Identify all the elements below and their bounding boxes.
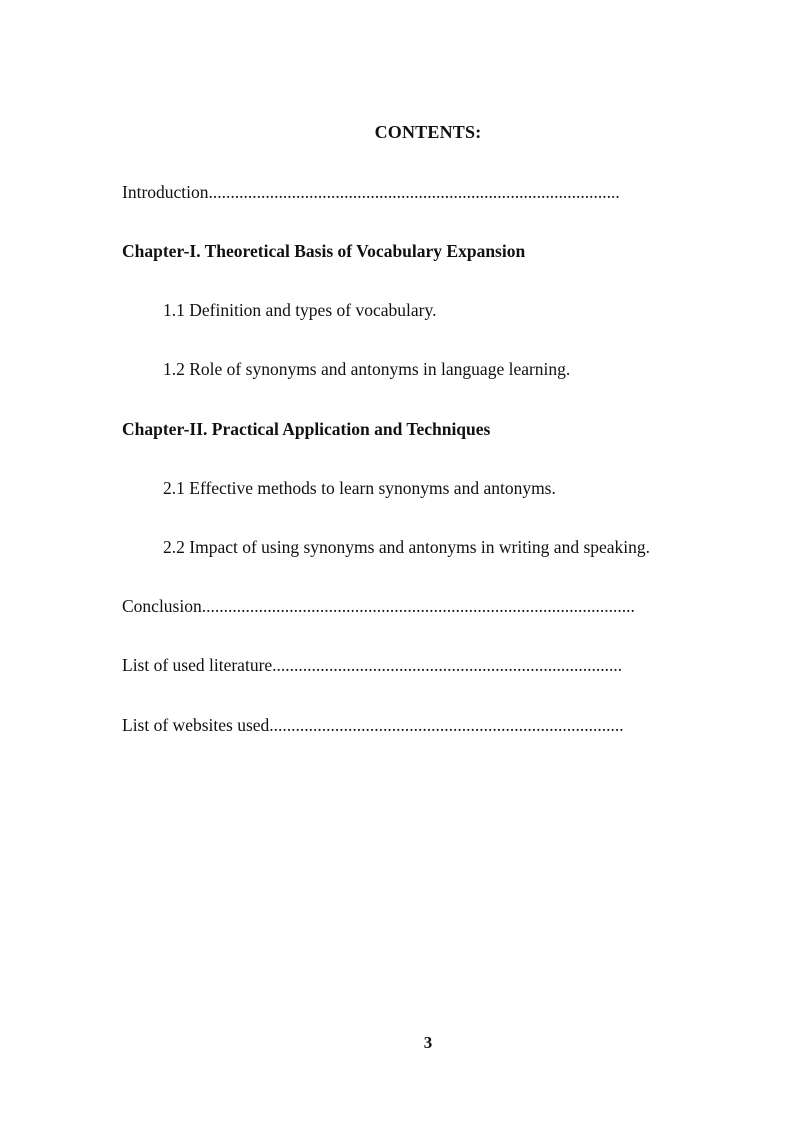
page-number: 3: [423, 1033, 433, 1052]
toc-entry-introduction: Introduction..............................................................................................: [122, 182, 620, 202]
toc-entry-websites: List of websites used.................................................................................: [122, 715, 624, 735]
toc-entry-literature: List of used literature................................................................................: [122, 655, 623, 675]
toc-section-1-2: 1.2 Role of synonyms and antonyms in language learning.: [163, 359, 571, 379]
contents-title: CONTENTS:: [374, 122, 482, 142]
toc-chapter-2-heading: Chapter-II. Practical Application and Techniques: [122, 419, 491, 439]
toc-section-2-2: 2.2 Impact of using synonyms and antonyms in writing and speaking.: [163, 537, 651, 557]
toc-chapter-1-heading: Chapter-I. Theoretical Basis of Vocabulary Expansion: [122, 241, 526, 261]
toc-section-1-1: 1.1 Definition and types of vocabulary.: [163, 300, 437, 320]
toc-section-2-1: 2.1 Effective methods to learn synonyms and antonyms.: [163, 478, 556, 498]
toc-entry-conclusion: Conclusion...................................................................................................: [122, 596, 635, 616]
